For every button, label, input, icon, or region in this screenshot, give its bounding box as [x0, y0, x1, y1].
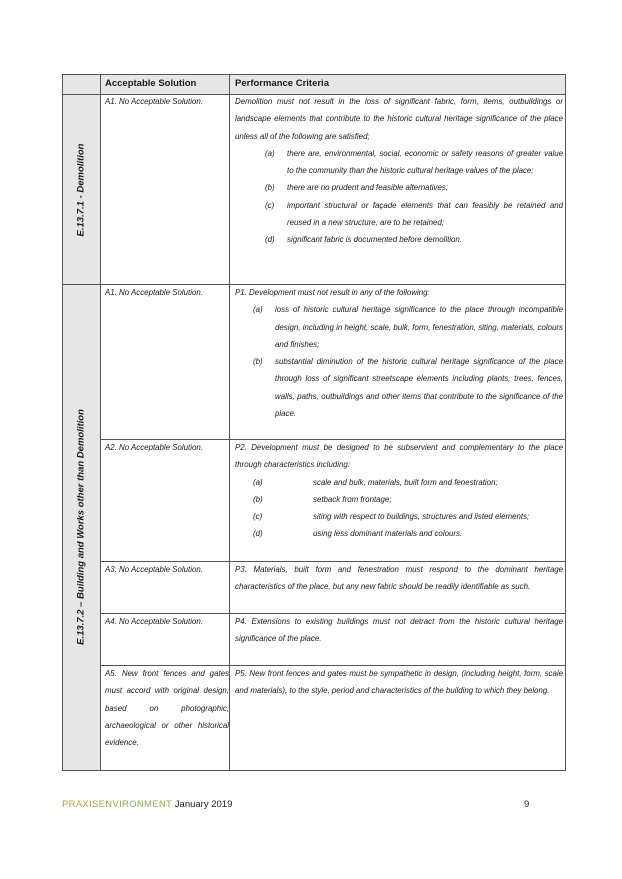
item-text: setback from frontage; [313, 494, 392, 504]
section-label-building-works: E.13.7.2 – Building and Works other than Demolition [75, 409, 87, 645]
criteria-item [235, 145, 563, 180]
performance-criteria-cell: P5. New front fences and gates must be sympathetic in design, (including height, form, scale and materials), to the style, period and characteristics of the building to which they belong. [235, 669, 563, 696]
brand-name-part1: PRAXIS [62, 799, 99, 810]
criteria-intro: P1. Development must not result in any of the following: [235, 288, 430, 297]
brand-name-part2: ENVIRONMENT [98, 799, 173, 810]
criteria-item [235, 474, 563, 491]
footer-date: January 2019 [174, 799, 233, 810]
item-marker: (b) [265, 183, 275, 193]
item-marker: (a) [253, 477, 263, 487]
item-text: siting with respect to buildings, structures and listed elements; [313, 512, 530, 522]
item-marker: (d) [253, 529, 263, 539]
performance-criteria-cell [235, 284, 563, 422]
header-performance-criteria: Performance Criteria [235, 78, 329, 89]
item-text: there are no prudent and feasible alternatives; [287, 183, 448, 193]
item-text: important structural or façade elements that can feasibly be retained and reused in a new structure, are to be retained; [287, 200, 563, 228]
performance-criteria-cell [235, 93, 563, 249]
criteria-item [235, 197, 563, 232]
item-marker: (b) [253, 357, 263, 367]
criteria-item [235, 508, 563, 525]
item-marker: (a) [265, 148, 275, 158]
item-text: there are, environmental, social, economic or safety reasons of greater value to the community than the historic cultural heritage values of the place; [287, 148, 563, 176]
item-text: substantial diminution of the historic cultural heritage significance of the place through loss of significant streetscape elements including plants, trees, fences, walls, paths, outbuildings and other items that contribute to the significance of the place. [275, 357, 563, 419]
acceptable-solution-cell: A1. No Acceptable Solution. [105, 288, 203, 297]
page-number: 9 [524, 799, 530, 810]
item-text: scale and bulk, materials, built form and fenestration; [313, 477, 498, 487]
criteria-item [235, 179, 563, 196]
performance-criteria-cell [235, 439, 563, 543]
item-marker: (d) [265, 235, 275, 245]
item-text: significant fabric is documented before demolition. [287, 235, 463, 245]
item-marker: (b) [253, 494, 263, 504]
performance-criteria-cell: P3. Materials, built form and fenestration must respond to the dominant heritage characteristics of the place, but any new fabric should be readily identifiable as such. [235, 565, 563, 592]
criteria-intro: Demolition must not result in the loss of significant fabric, form, items, outbuildings or landscape elements that contribute to the historic cultural heritage significance of the place unless all of the following are satisfied; [235, 97, 563, 141]
heritage-table [62, 74, 566, 771]
header-acceptable-solution: Acceptable Solution [105, 78, 197, 89]
section-label-demolition: E.13.7.1 - Demolition [75, 143, 87, 237]
acceptable-solution-cell: A4. No Acceptable Solution. [105, 617, 203, 626]
criteria-intro: P2. Development must be designed to be subservient and complementary to the place through characteristics including: [235, 443, 563, 470]
acceptable-solution-cell: A1. No Acceptable Solution. [105, 97, 203, 106]
footer-brand [62, 799, 232, 810]
acceptable-solution-cell: A3. No Acceptable Solution. [105, 565, 203, 574]
criteria-item [235, 491, 563, 508]
item-marker: (c) [265, 200, 275, 210]
criteria-item [235, 231, 563, 248]
item-marker: (a) [253, 305, 263, 315]
item-text: using less dominant materials and colours. [313, 529, 463, 539]
acceptable-solution-cell: A5. New front fences and gates must accord with original design, based on photographic, archaeological or other historical evidence. [105, 669, 229, 748]
item-text: loss of historic cultural heritage significance to the place through incompatible design, including in height, scale, bulk, form, fenestration, siting, materials, colours and finishes; [275, 305, 563, 349]
acceptable-solution-cell: A2. No Acceptable Solution. [105, 443, 203, 452]
criteria-item [235, 353, 563, 422]
performance-criteria-cell: P4. Extensions to existing buildings must not detract from the historic cultural heritage significance of the place. [235, 617, 563, 644]
criteria-item [235, 525, 563, 542]
item-marker: (c) [253, 512, 263, 522]
criteria-item [235, 301, 563, 353]
